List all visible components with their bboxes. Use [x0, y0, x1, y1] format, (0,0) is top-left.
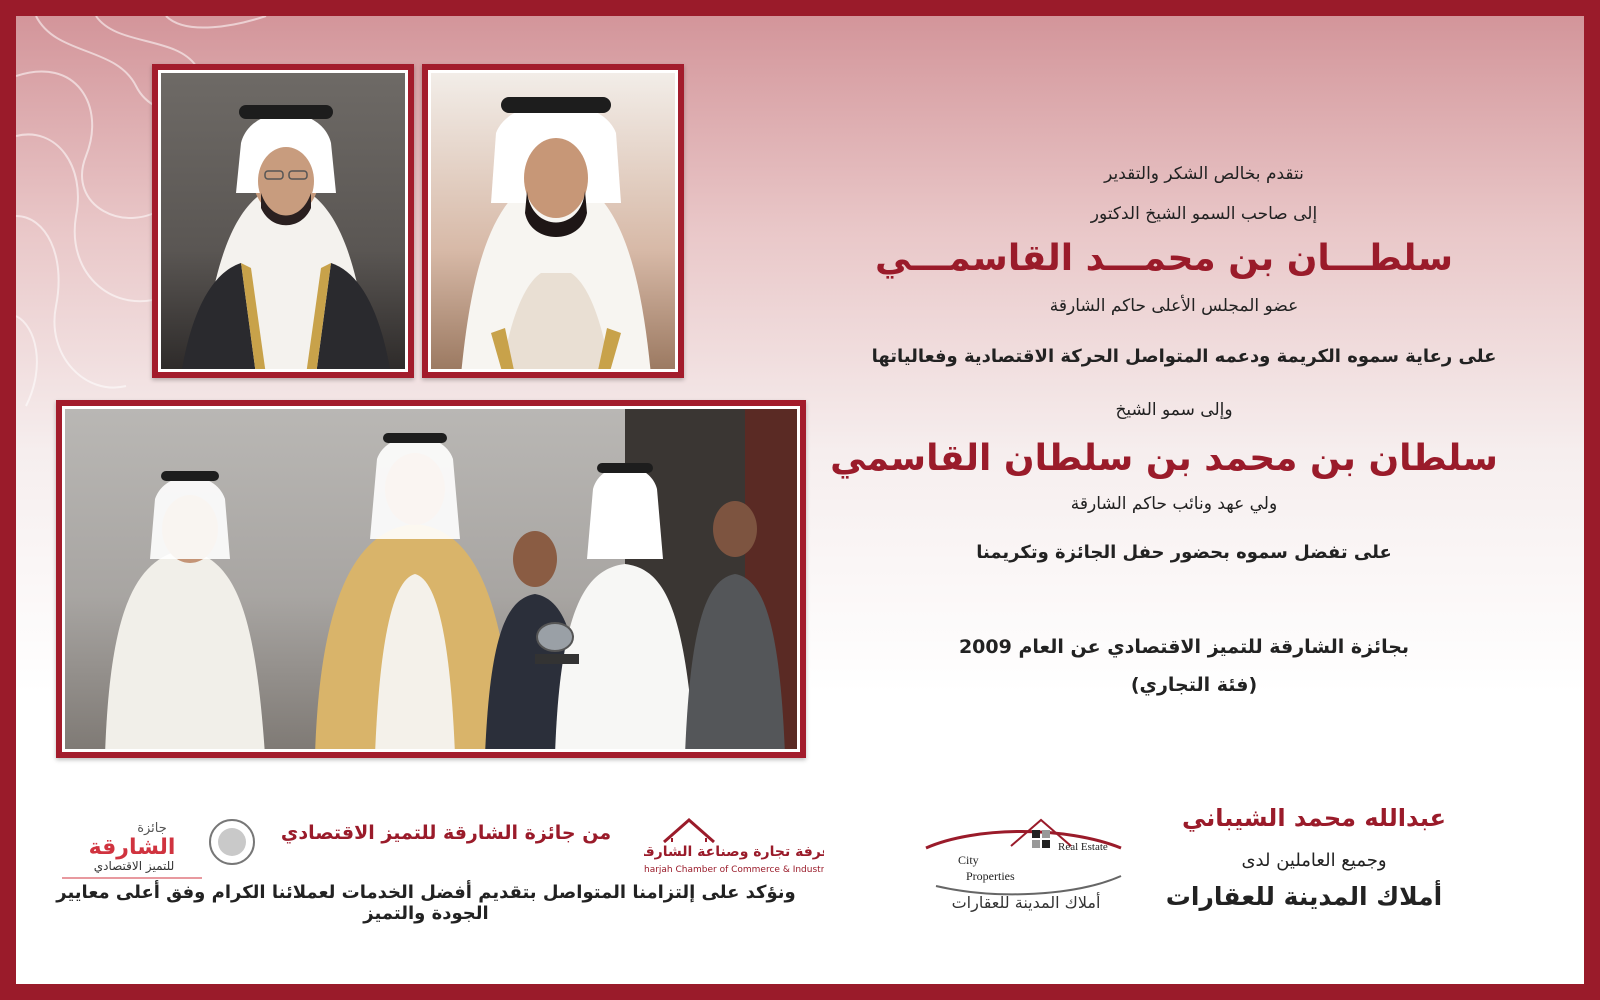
commitment-line: ونؤكد على إلتزامنا المتواصل بتقديم أفضل الخدمات لعملائنا الكرام وفق أعلى معايير الجودة والتميز	[56, 882, 796, 924]
chamber-english: Sharjah Chamber of Commerce & Industry	[644, 865, 824, 875]
thanks-line: نتقدم بخالص الشكر والتقدير	[1104, 164, 1304, 184]
city-properties-logo-mark	[916, 806, 1136, 916]
crown-prince-title: ولي عهد ونائب حاكم الشارقة	[1070, 494, 1278, 514]
patronage-line: على رعاية سموه الكريمة ودعمه المتواصل الحركة الاقتصادية وفعالياتها	[871, 346, 1497, 367]
real-estate-text: Real Estate	[1058, 841, 1108, 853]
portrait-crown-prince	[152, 64, 414, 378]
staff-line: وجميع العاملين لدى	[1241, 850, 1387, 871]
properties-text: Properties	[966, 869, 1015, 883]
portrait-ruler	[422, 64, 684, 378]
addressee-line: إلى صاحب السمو الشيخ الدكتور	[1090, 204, 1318, 224]
ruler-title: عضو المجلس الأعلى حاكم الشارقة	[1049, 296, 1299, 316]
award-line: بجائزة الشارقة للتميز الاقتصادي عن العام 2009	[958, 636, 1410, 658]
award-category: (فئة التجاري)	[1130, 674, 1258, 696]
sharjah-award-logo	[52, 808, 262, 884]
chamber-arabic: غرفة تجارة وصناعة الشارقة	[644, 844, 824, 860]
certificate-card	[16, 16, 1584, 984]
crown-prince-name: سلطان بن محمد بن سلطان القاسمي	[830, 438, 1498, 479]
award-logo-line1: جائزة	[137, 821, 167, 836]
award-logo-line3: للتميز الاقتصادي	[93, 859, 175, 873]
to-sheikh-line: وإلى سمو الشيخ	[1115, 400, 1233, 420]
chamber-logo-mark	[644, 812, 824, 882]
award-logo-line2: الشارقة	[88, 835, 176, 860]
sharjah-chamber-logo	[644, 812, 824, 882]
attendance-line: على تفضل سموه بحضور حفل الجائزة وتكريمنا	[976, 542, 1392, 563]
from-award-line: من جائزة الشارقة للتميز الاقتصادي	[280, 822, 612, 844]
signatory-name: عبدالله محمد الشيباني	[1181, 804, 1447, 832]
portrait-illustration	[161, 73, 408, 372]
city-properties-logo	[916, 806, 1136, 916]
ruler-name: سلطـــان بن محمـــد القاسمـــي	[874, 238, 1454, 279]
award-logo-mark	[52, 808, 262, 884]
award-ceremony-photo	[56, 400, 806, 758]
ceremony-illustration	[65, 409, 800, 752]
city-text: City	[958, 853, 979, 867]
company-name: أملاك المدينة للعقارات	[1165, 882, 1443, 911]
portrait-illustration	[431, 73, 678, 372]
city-properties-arabic: أملاك المدينة للعقارات	[951, 893, 1101, 912]
